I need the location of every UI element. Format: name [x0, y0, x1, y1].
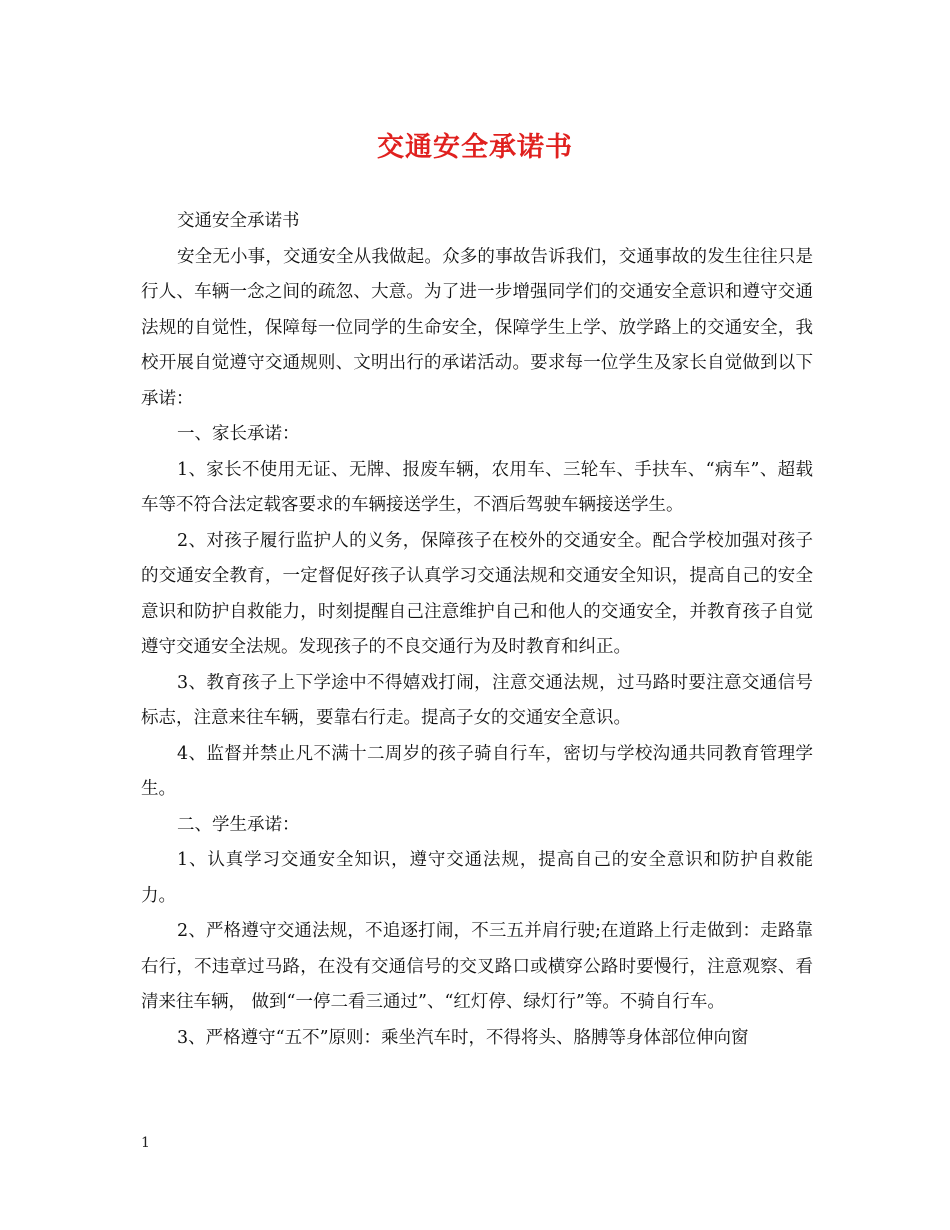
paragraph-parent-item-3: 3、教育孩子上下学途中不得嬉戏打闹，注意交通法规，过马路时要注意交通信号标志，注意来往车辆，要靠右行走。提高子女的交通安全意识。 [141, 672, 813, 728]
paragraph-parent-item-1: 1、家长不使用无证、无牌、报废车辆，农用车、三轮车、手扶车、“病车”、超载车等不符合法定载客要求的车辆接送学生，不酒后驾驶车辆接送学生。 [141, 459, 813, 515]
section-heading-students: 二、学生承诺： [177, 814, 300, 835]
document-title: 交通安全承诺书 [377, 132, 573, 163]
paragraph-subtitle: 交通安全承诺书 [177, 211, 300, 231]
paragraph-intro: 安全无小事，交通安全从我做起。众多的事故告诉我们，交通事故的发生往往只是行人、车辆一念之间的疏忽、大意。为了进一步增强同学们的交通安全意识和遵守交通法规的自觉性，保障每一位同学的生命安全，保障学生上学、放学路上的交通安全，我校开展自觉遵守交通规则、文明出行的承诺活动。要求每一位学生及家长自觉做到以下承诺： [141, 246, 813, 409]
document-body [141, 204, 813, 1056]
page-number: 1 [141, 1135, 150, 1151]
paragraph-student-item-1: 1、认真学习交通安全知识，遵守交通法规，提高自己的安全意识和防护自救能力。 [141, 850, 813, 906]
paragraph-student-item-2: 2、严格遵守交通法规，不追逐打闹，不三五并肩行驶;在道路上行走做到：走路靠右行，不违章过马路，在没有交通信号的交叉路口或横穿公路时要慢行，注意观察、看清来往车辆， 做到“一停二看三通过”、“红灯停、绿灯行”等。不骑自行车。 [141, 921, 813, 1012]
section-heading-parents: 一、家长承诺： [177, 424, 300, 444]
paragraph-parent-item-4: 4、监督并禁止凡不满十二周岁的孩子骑自行车，密切与学校沟通共同教育管理学生。 [141, 743, 813, 799]
paragraph-student-item-3: 3、严格遵守“五不”原则：乘坐汽车时，不得将头、胳膊等身体部位伸向窗 [177, 1027, 749, 1048]
paragraph-parent-item-2: 2、对孩子履行监护人的义务，保障孩子在校外的交通安全。配合学校加强对孩子的交通安全教育，一定督促好孩子认真学习交通法规和交通安全知识，提高自己的安全意识和防护自救能力，时刻提醒自己注意维护自己和他人的交通安全，并教育孩子自觉遵守交通安全法规。发现孩子的不良交通行为及时教育和纠正。 [141, 530, 813, 657]
